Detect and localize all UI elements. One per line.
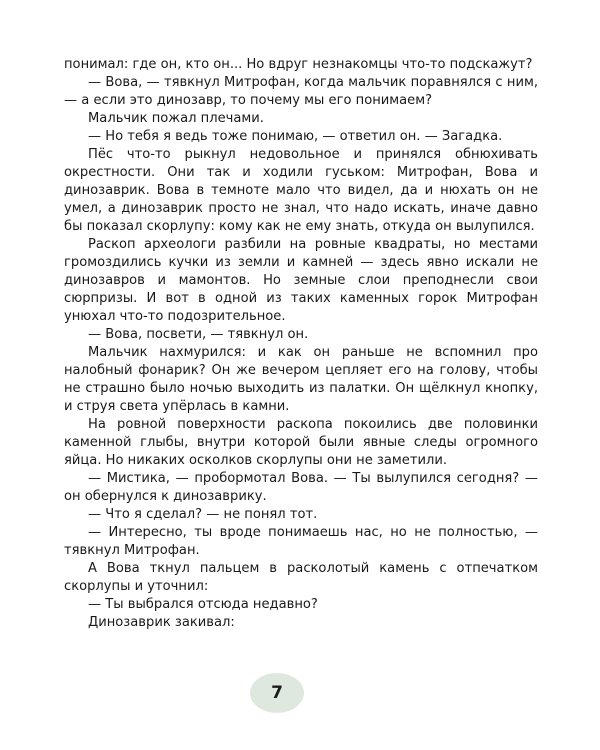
paragraph-12: — Интересно, ты вроде понимаешь нас, но не полностью, — тявкнул Митрофан. [64,525,538,558]
paragraph-13: А Вова ткнул пальцем в расколотый камень с отпечатком скорлупы и уточнил: [64,561,538,594]
paragraph-8: Мальчик нахмурился: и как он раньше не вспомнил про налобный фонарик? Он же вечером цепляет его на голову, чтобы не страшно было ночью выходить из палатки. Он щёлкнул кнопку, и струя света упёрлась в камни. [64,345,538,414]
paragraph-15: Динозаврик закивал: [88,615,235,630]
page-number: 7 [271,683,283,703]
paragraph-14: — Ты выбрался отсюда недавно? [88,597,318,612]
page-number-badge [250,673,304,713]
paragraph-7: — Вова, посвети, — тявкнул он. [88,327,309,342]
paragraph-4: — Но тебя я ведь тоже понимаю, — ответил он. — Загадка. [88,129,503,144]
story-text [64,56,538,632]
paragraph-10: — Мистика, — пробормотал Вова. — Ты вылупился сегодня? — он обернулся к динозаврику. [64,471,538,504]
paragraph-5: Пёс что-то рыкнул недовольное и принялся обнюхивать окрестности. Они так и ходили гуськом: Митрофан, Вова и динозаврик. Вова в темноте мало что видел, да и нюхать он не умел, а динозаврик просто не знал, что надо искать, иначе давно бы показал скорлупу: кому как не ему знать, откуда он вылупился. [64,147,538,234]
paragraph-3: Мальчик пожал плечами. [88,111,264,126]
paragraph-1: понимал: где он, кто он... Но вдруг незнакомцы что-то подскажут? [64,57,533,72]
paragraph-11: — Что я сделал? — не понял тот. [88,507,318,522]
paragraph-6: Раскоп археологи разбили на ровные квадраты, но местами громоздились кучки из земли и камней — здесь явно искали не динозавров и мамонтов. Но земные слои преподнесли свои сюрпризы. И вот в одной из таких каменных горок Митрофан унюхал что-то подозрительное. [64,237,538,324]
paragraph-9: На ровной поверхности раскопа покоились две половинки каменной глыбы, внутри которой были явные следы огромного яйца. Но никаких осколков скорлупы они не заметили. [64,417,538,468]
paragraph-2: — Вова, — тявкнул Митрофан, когда мальчик поравнялся с ним, — а если это динозавр, то почему мы его понимаем? [64,75,538,108]
